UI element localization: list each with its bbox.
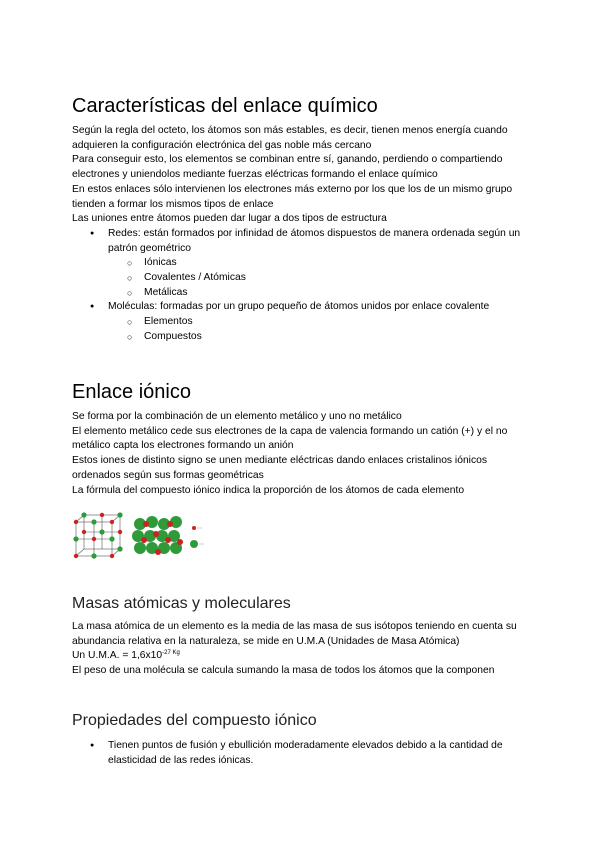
space-filling-model [132, 516, 183, 555]
list-item [72, 227, 532, 301]
paragraph: En estos enlaces sólo intervienen los electrones más externo por los que los de un mismo grupo tienden a formar los mismos tipos de enlace [72, 183, 513, 210]
list-item: ○ Elementos [72, 315, 532, 330]
section-enlace-ionico [72, 410, 532, 498]
ion-legend [190, 526, 204, 548]
list-item: ● Tienen puntos de fusión y ebullición moderadamente elevados debido a la cantidad de elasticidad de las redes iónicas. [72, 739, 532, 768]
list-item-text: Redes: están formados por infinidad de átomos dispuestos de manera ordenada según un patrón geométrico [108, 227, 521, 254]
section-propiedades [72, 739, 532, 768]
list-item-text: Moléculas: formadas por un grupo pequeño de átomos unidos por enlace covalente [108, 301, 490, 313]
paragraph: La masa atómica de un elemento es la media de las masa de sus isótopos teniendo en cuenta su abundancia relativa en la naturaleza, se mide en U.M.A (Unidades de Masa Atómica) [72, 621, 517, 647]
structure-types-list [72, 227, 532, 345]
uma-prefix: Un U.M.A. = 1,6x10 [72, 650, 163, 662]
list-item: ○ Compuestos [72, 330, 532, 345]
heading-propiedades: Propiedades del compuesto iónico [72, 712, 317, 729]
list-item: ○ Iónicas [72, 256, 532, 271]
paragraph: Según la regla del octeto, los átomos son más estables, es decir, tienen menos energía cuando adquieren la configuración electrónica del gas noble más cercano [72, 125, 508, 151]
uma-exponent: -27 Kg [162, 650, 180, 657]
paragraph: Se forma por la combinación de un elemento metálico y uno no metálico [72, 411, 402, 422]
paragraph: Para conseguir esto, los elementos se combinan entre sí, ganando, perdiendo o compartiendo electrones y uniendolos mediante fuerzas eléctricas formando el enlace químico [72, 154, 503, 181]
section-enlace-quimico [72, 124, 532, 345]
ionic-crystal-illustration [72, 512, 222, 560]
properties-list [72, 739, 532, 768]
paragraph: El peso de una molécula se calcula sumando la masa de todos los átomos que la componen [72, 665, 495, 677]
list-item: ○ Metálicas [72, 286, 532, 301]
uma-definition [72, 649, 532, 664]
list-item [72, 300, 532, 344]
heading-masas-atomicas: Masas atómicas y moleculares [72, 595, 291, 612]
paragraph: El elemento metálico cede sus electrones de la capa de valencia formando un catión (+) y el no metálico capta los electrones formando un anión [72, 425, 508, 452]
paragraph: Estos iones de distinto signo se unen mediante eléctricas dando enlaces cristalinos iónicos ordenados según sus formas geométricas [72, 455, 487, 481]
heading-enlace-quimico: Características del enlace químico [72, 95, 378, 117]
list-item: ○ Covalentes / Atómicas [72, 271, 532, 286]
sub-list [108, 256, 532, 300]
heading-enlace-ionico: Enlace iónico [72, 381, 191, 403]
paragraph: Las uniones entre átomos pueden dar lugar a dos tipos de estructura [72, 213, 387, 225]
paragraph: La fórmula del compuesto iónico indica la proporción de los átomos de cada elemento [72, 484, 465, 496]
section-masas-atomicas [72, 620, 532, 679]
sub-list [108, 315, 532, 344]
